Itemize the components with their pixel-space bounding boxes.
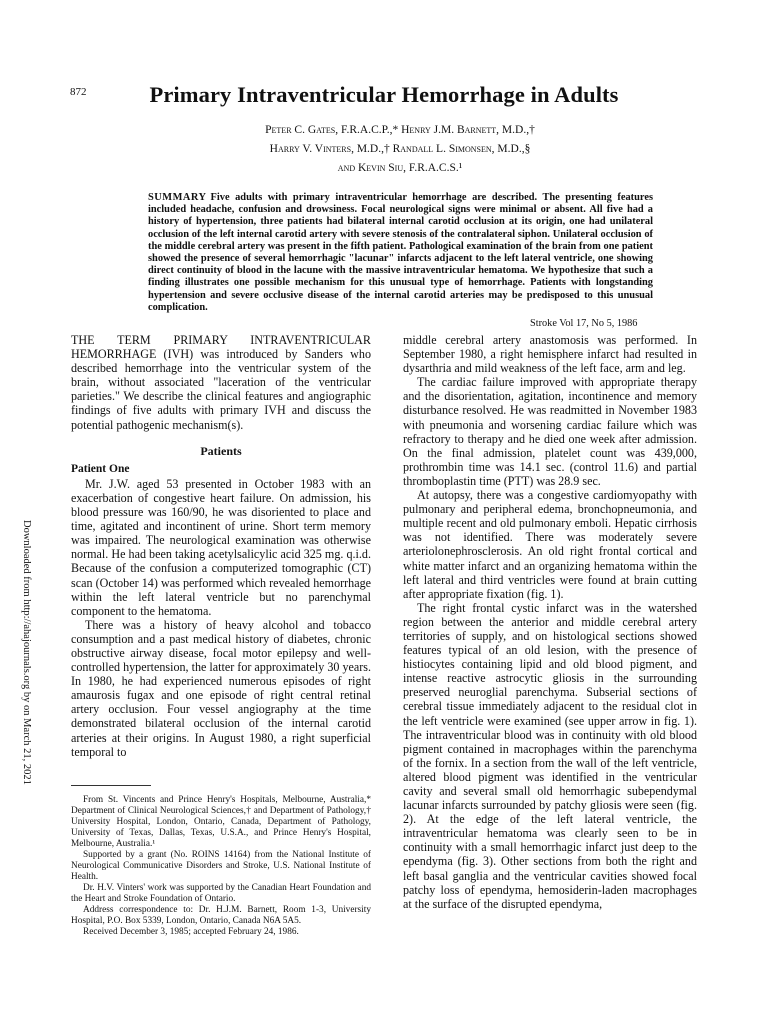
right-column [403, 333, 697, 911]
footnote-rule [71, 785, 151, 786]
subheading: Patient One [71, 462, 130, 475]
body-paragraph: Mr. J.W. aged 53 presented in October 1983 with an exacerbation of congestive heart failure. On admission, his blood pressure was 160/90, he was disoriented to place and time, agitated and incontinent of urine. Short term memory was impaired. The neurological examination was otherwise normal. He had been taking acetylsalicylic acid 325 mg. q.i.d. Because of the confusion a computerized tomographic (CT) scan (October 14) was performed which revealed hemorrhage within the left lateral ventricle but no parenchymal component to the hematoma. [71, 476, 371, 618]
footnote: Dr. H.V. Vinters' work was supported by the Canadian Heart Foundation and the Heart and Stroke Foundation of Ontario. [71, 883, 371, 904]
body-paragraph: There was a history of heavy alcohol and tobacco consumption and a past medical history of diabetes, chronic obstructive airway disease, focal motor epilepsy and well-controlled hypertension, the latter for approximately 30 years. In 1980, he had experienced numerous episodes of right amaurosis fugax and one episode of right central retinal artery occlusion. Four vessel angiography at the time demonstrated bilateral occlusion of the internal carotid arteries at their origins. In August 1980, a right superficial temporal to [71, 617, 371, 759]
body-paragraph: The right frontal cystic infarct was in the watershed region between the anterior and middle cerebral artery territories of supply, and on histological sections showed features typical of an old lesion, with the presence of histiocytes containing lipid and old blood pigment, and intense reactive astrocytic gliosis in the surrounding preserved neuroglial parenchyma. Subserial sections of cerebral tissue immediately adjacent to the residual clot in the left ventricle were examined (see upper arrow in fig. 1). The intraventricular blood was in continuity with old blood pigment contained in macrophages within the parenchyma of the fornix. In a section from the wall of the left ventricle, altered blood pigment was identified in the ventricular cavity and several small old hemorrhagic subependymal lacunar infarcts surrounded by patchy gliosis were seen (fig. 2). At the edge of the left lateral ventricle, the intraventricular hematoma was clearly seen to be in continuity with a small hemorrhagic infarct just deep to the ependyma (fig. 3). Other sections from both the right and left basal ganglia and the ventricular cavities showed focal patchy loss of ependyma, hemosiderin-laden macrophages at the surface of the disrupted ependyma, [403, 600, 697, 911]
summary-abstract [148, 192, 653, 314]
intro-paragraph: THE TERM PRIMARY INTRAVENTRICULAR HEMORRHAGE (IVH) was introduced by Sanders who described hemorrhage into the ventricular system of the brain, without associated "laceration of the ventricular parieties." We describe the clinical features and angiographic findings of five adults with primary IVH and discuss the potential pathogenic mechanism(s). [71, 333, 371, 432]
author-line: and Kevin Siu, F.R.A.C.S.¹ [337, 162, 463, 174]
footnote: Received December 3, 1985; accepted February 24, 1986. [83, 927, 299, 937]
body-paragraph: The cardiac failure improved with appropriate therapy and the disorientation, agitation, incontinence and memory disturbance resolved. He was readmitted in November 1983 with pneumonia and worsening cardiac failure which was refractory to therapy and he died one week after admission. On the final admission, platelet count was 439,000, prothrombin time was 14.1 sec. (control 11.6) and partial thromboplastin time (PTT) was 28.9 sec. [403, 375, 697, 488]
footnote: Supported by a grant (No. ROINS 14164) from the National Institute of Neurological Communicative Disorders and Stroke, U.S. National Institute of Health. [71, 850, 371, 882]
summary-text: Five adults with primary intraventricular hemorrhage are described. The presenting features included headache, confusion and drowsiness. Focal neurological signs were minimal or absent. All five had a history of hypertension, three patients had bilateral internal carotid occlusion at its origin, one had unilateral occlusion of the left internal carotid artery with severe stenosis of the contralateral siphon. Unilateral occlusion of the middle cerebral artery was present in the fifth patient. Pathological examination of the brain from one patient showed the presence of several hemorrhagic "lacunar" infarcts adjacent to the left lateral ventricle, one showing direct continuity of blood in the lacune with the massive intraventricular hematoma. We hypothesize that such a finding illustrates one possible mechanism for this unusual type of hemorrhage. Patients with longstanding hypertension and severe occlusive disease of the internal carotid arteries may be predisposed to this unusual complication. [148, 192, 653, 313]
section-heading: Patients [200, 443, 242, 458]
body-paragraph: At autopsy, there was a congestive cardiomyopathy with pulmonary and peripheral edema, bronchopneumonia, and multiple recent and old pulmonary emboli. Hepatic cirrhosis was not identified. There was moderately severe arteriolonephrosclerosis. An old right frontal cortical and white matter infarct and an organizing hematoma within the left lateral and third ventricles were found at brain cutting after appropriate fixation (fig. 1). [403, 488, 697, 601]
footnote: Address correspondence to: Dr. H.J.M. Barnett, Room 1-3, University Hospital, P.O. Box 5339, London, Ontario, Canada N6A 5A5. [71, 905, 371, 926]
footnotes [71, 795, 371, 938]
download-watermark: Downloaded from http://ahajournals.org by on March 21, 2021 [21, 520, 32, 785]
article-title: Primary Intraventricular Hemorrhage in Adults [149, 82, 619, 107]
left-column [71, 333, 371, 759]
page-number: 872 [70, 86, 87, 98]
summary-label: SUMMARY [148, 192, 207, 203]
journal-citation: Stroke Vol 17, No 5, 1986 [530, 318, 638, 329]
footnote: From St. Vincents and Prince Henry's Hospitals, Melbourne, Australia,* Department of Clinical Neurological Sciences,† and Department of Pathology,† University Hospital, London, Ontario, Canada, Department of Pathology, University of Texas, Dallas, Texas, U.S.A., and Prince Henry's Hospital, Melbourne, Australia.¹ [71, 795, 371, 849]
author-line: Harry V. Vinters, M.D.,† Randall L. Simonsen, M.D.,§ [269, 143, 531, 155]
author-list [150, 121, 650, 178]
body-paragraph: middle cerebral artery anastomosis was performed. In September 1980, a right hemisphere infarct had resulted in dysarthria and mild weakness of the left face, arm and leg. [403, 333, 697, 376]
author-line: Peter C. Gates, F.R.A.C.P.,* Henry J.M. Barnett, M.D.,† [265, 124, 535, 136]
